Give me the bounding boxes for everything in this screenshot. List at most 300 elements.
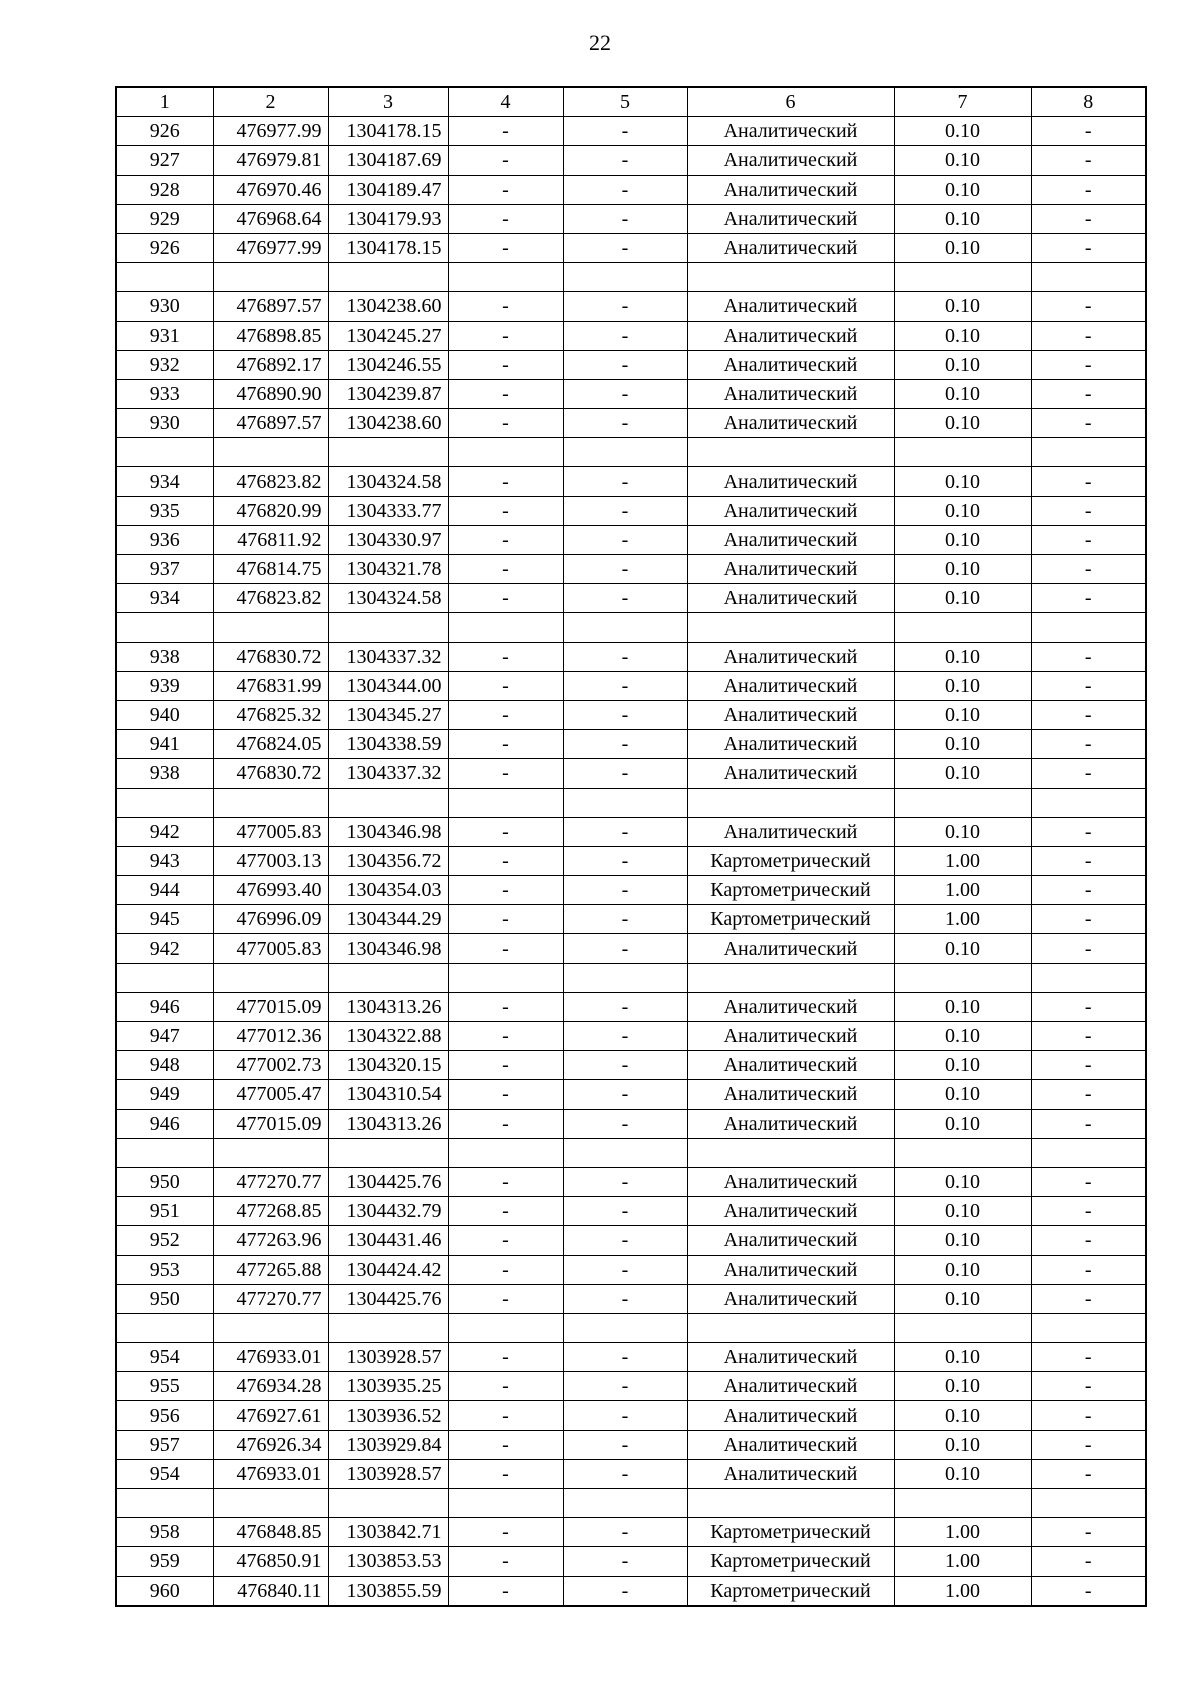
table-cell: - xyxy=(448,700,563,729)
table-cell xyxy=(894,263,1031,292)
table-cell: 928 xyxy=(116,175,213,204)
table-cell: 477015.09 xyxy=(213,992,328,1021)
table-cell xyxy=(213,1489,328,1518)
table-cell: - xyxy=(1031,321,1146,350)
table-cell xyxy=(563,438,687,467)
table-cell: - xyxy=(563,1518,687,1547)
column-header: 7 xyxy=(894,87,1031,117)
table-row xyxy=(116,1109,1146,1138)
table-cell xyxy=(563,613,687,642)
table-cell xyxy=(894,438,1031,467)
table-cell: 1.00 xyxy=(894,1518,1031,1547)
table-cell: Аналитический xyxy=(687,409,894,438)
table-row xyxy=(116,1080,1146,1109)
table-cell: - xyxy=(1031,1080,1146,1109)
table-cell: 927 xyxy=(116,146,213,175)
table-cell: Аналитический xyxy=(687,759,894,788)
table-cell: 951 xyxy=(116,1197,213,1226)
table-row xyxy=(116,1255,1146,1284)
table-cell xyxy=(563,1489,687,1518)
table-cell: 476993.40 xyxy=(213,876,328,905)
table-cell: 957 xyxy=(116,1430,213,1459)
table-cell: 1.00 xyxy=(894,905,1031,934)
table-cell: 476979.81 xyxy=(213,146,328,175)
separator-row xyxy=(116,1138,1146,1167)
table-cell xyxy=(328,1313,448,1342)
table-cell: - xyxy=(448,1197,563,1226)
table-cell: - xyxy=(448,1401,563,1430)
table-cell: - xyxy=(563,1459,687,1488)
table-cell: - xyxy=(1031,934,1146,963)
table-row xyxy=(116,1197,1146,1226)
table-cell: 476823.82 xyxy=(213,584,328,613)
table-cell: - xyxy=(1031,671,1146,700)
table-cell: 0.10 xyxy=(894,467,1031,496)
table-row xyxy=(116,117,1146,146)
table-cell: 477002.73 xyxy=(213,1051,328,1080)
table-cell: 1304238.60 xyxy=(328,292,448,321)
table-cell: 477005.83 xyxy=(213,934,328,963)
table-cell: 936 xyxy=(116,525,213,554)
table-cell: - xyxy=(563,1284,687,1313)
table-cell xyxy=(116,788,213,817)
header-row xyxy=(116,87,1146,117)
table-cell: - xyxy=(448,642,563,671)
table-cell: 1304346.98 xyxy=(328,934,448,963)
table-cell: 1304344.29 xyxy=(328,905,448,934)
table-cell: 1304424.42 xyxy=(328,1255,448,1284)
table-cell: - xyxy=(563,1197,687,1226)
table-row xyxy=(116,671,1146,700)
table-cell: - xyxy=(563,934,687,963)
table-cell: 476823.82 xyxy=(213,467,328,496)
table-cell: 476897.57 xyxy=(213,292,328,321)
table-cell: Аналитический xyxy=(687,321,894,350)
table-cell: 956 xyxy=(116,1401,213,1430)
table-cell: - xyxy=(563,584,687,613)
table-cell: 931 xyxy=(116,321,213,350)
table-cell: 0.10 xyxy=(894,1022,1031,1051)
table-cell: 1.00 xyxy=(894,1547,1031,1576)
table-cell: - xyxy=(563,292,687,321)
table-cell: 1304431.46 xyxy=(328,1226,448,1255)
table-cell: 1303853.53 xyxy=(328,1547,448,1576)
table-cell: - xyxy=(448,467,563,496)
table-cell: - xyxy=(563,1372,687,1401)
table-row xyxy=(116,525,1146,554)
table-row xyxy=(116,146,1146,175)
table-cell: - xyxy=(1031,1109,1146,1138)
table-cell: 0.10 xyxy=(894,321,1031,350)
table-cell: 1303842.71 xyxy=(328,1518,448,1547)
table-cell: - xyxy=(1031,1343,1146,1372)
table-cell: - xyxy=(448,905,563,934)
table-cell: 476848.85 xyxy=(213,1518,328,1547)
table-cell: Аналитический xyxy=(687,700,894,729)
table-cell: Аналитический xyxy=(687,1226,894,1255)
table-cell: 477003.13 xyxy=(213,846,328,875)
separator-row xyxy=(116,1313,1146,1342)
table-cell: 943 xyxy=(116,846,213,875)
table-cell: - xyxy=(448,1255,563,1284)
table-cell: 946 xyxy=(116,992,213,1021)
table-cell: - xyxy=(563,233,687,262)
table-cell: 1304345.27 xyxy=(328,700,448,729)
table-cell: - xyxy=(448,1226,563,1255)
table-cell xyxy=(894,1489,1031,1518)
table-cell: - xyxy=(1031,117,1146,146)
column-header: 2 xyxy=(213,87,328,117)
table-cell: 944 xyxy=(116,876,213,905)
table-cell: - xyxy=(1031,1022,1146,1051)
table-cell: 959 xyxy=(116,1547,213,1576)
table-cell: - xyxy=(563,175,687,204)
table-cell: 476831.99 xyxy=(213,671,328,700)
table-cell: 948 xyxy=(116,1051,213,1080)
table-row xyxy=(116,759,1146,788)
table-cell: - xyxy=(448,730,563,759)
table-cell: 1304179.93 xyxy=(328,204,448,233)
table-cell xyxy=(448,788,563,817)
table-cell: 950 xyxy=(116,1167,213,1196)
table-cell: - xyxy=(563,642,687,671)
table-cell: Аналитический xyxy=(687,292,894,321)
table-cell: 0.10 xyxy=(894,700,1031,729)
table-cell: - xyxy=(448,175,563,204)
column-header: 5 xyxy=(563,87,687,117)
table-cell: 1304313.26 xyxy=(328,992,448,1021)
table-row xyxy=(116,555,1146,584)
table-cell: - xyxy=(1031,584,1146,613)
table-cell: 947 xyxy=(116,1022,213,1051)
table-cell: 1304425.76 xyxy=(328,1167,448,1196)
table-cell: 1304333.77 xyxy=(328,496,448,525)
table-cell: 0.10 xyxy=(894,817,1031,846)
table-cell: 476850.91 xyxy=(213,1547,328,1576)
table-cell: 476890.90 xyxy=(213,379,328,408)
table-row xyxy=(116,292,1146,321)
table-cell: - xyxy=(1031,379,1146,408)
table-cell: - xyxy=(448,671,563,700)
table-cell: 1304324.58 xyxy=(328,467,448,496)
table-cell: 477268.85 xyxy=(213,1197,328,1226)
table-cell xyxy=(1031,438,1146,467)
table-cell: 926 xyxy=(116,233,213,262)
table-cell: Картометрический xyxy=(687,1576,894,1606)
table-row xyxy=(116,321,1146,350)
page-number: 22 xyxy=(589,30,611,55)
table-cell: - xyxy=(448,496,563,525)
table-cell: 477265.88 xyxy=(213,1255,328,1284)
table-cell: 1303928.57 xyxy=(328,1343,448,1372)
table-cell xyxy=(1031,963,1146,992)
table-cell: - xyxy=(563,409,687,438)
table-cell: - xyxy=(1031,1255,1146,1284)
table-cell: - xyxy=(1031,905,1146,934)
table-row xyxy=(116,846,1146,875)
table-cell: - xyxy=(1031,817,1146,846)
column-header: 8 xyxy=(1031,87,1146,117)
table-row xyxy=(116,905,1146,934)
table-cell: - xyxy=(563,1255,687,1284)
table-cell: 477005.47 xyxy=(213,1080,328,1109)
table-cell: - xyxy=(448,350,563,379)
table-body xyxy=(116,117,1146,1606)
table-cell: Аналитический xyxy=(687,1022,894,1051)
table-cell xyxy=(448,1138,563,1167)
table-cell: 476824.05 xyxy=(213,730,328,759)
table-cell: Аналитический xyxy=(687,1255,894,1284)
table-cell: 476897.57 xyxy=(213,409,328,438)
table-cell: 0.10 xyxy=(894,730,1031,759)
table-cell: 0.10 xyxy=(894,1051,1031,1080)
table-cell: 0.10 xyxy=(894,1430,1031,1459)
table-row xyxy=(116,1343,1146,1372)
table-cell: 1304189.47 xyxy=(328,175,448,204)
table-cell: - xyxy=(563,992,687,1021)
table-cell: 1304322.88 xyxy=(328,1022,448,1051)
table-cell: 1304178.15 xyxy=(328,233,448,262)
table-cell: - xyxy=(448,204,563,233)
table-cell: 1304337.32 xyxy=(328,759,448,788)
table-cell: 476898.85 xyxy=(213,321,328,350)
table-cell: 0.10 xyxy=(894,671,1031,700)
table-row xyxy=(116,1022,1146,1051)
table-row xyxy=(116,496,1146,525)
table-cell: 1304320.15 xyxy=(328,1051,448,1080)
table-cell: 0.10 xyxy=(894,1401,1031,1430)
table-cell: - xyxy=(448,1109,563,1138)
table-cell: 0.10 xyxy=(894,759,1031,788)
table-cell: - xyxy=(1031,292,1146,321)
table-cell xyxy=(1031,1138,1146,1167)
table-cell xyxy=(116,1313,213,1342)
table-cell: Аналитический xyxy=(687,817,894,846)
table-cell: - xyxy=(563,876,687,905)
table-cell xyxy=(116,263,213,292)
table-cell: - xyxy=(448,1080,563,1109)
table-cell: 960 xyxy=(116,1576,213,1606)
table-cell: Аналитический xyxy=(687,1430,894,1459)
table-cell: - xyxy=(1031,350,1146,379)
table-cell: - xyxy=(563,525,687,554)
table-cell: 0.10 xyxy=(894,1372,1031,1401)
table-cell: - xyxy=(563,700,687,729)
table-cell: - xyxy=(1031,1547,1146,1576)
table-cell: - xyxy=(1031,730,1146,759)
table-cell: - xyxy=(448,146,563,175)
table-cell xyxy=(563,963,687,992)
table-row xyxy=(116,992,1146,1021)
table-cell: 0.10 xyxy=(894,233,1031,262)
table-cell: - xyxy=(1031,700,1146,729)
table-cell: - xyxy=(1031,496,1146,525)
table-cell: 958 xyxy=(116,1518,213,1547)
table-cell xyxy=(213,613,328,642)
separator-row xyxy=(116,1489,1146,1518)
table-cell: 1304354.03 xyxy=(328,876,448,905)
table-cell: 477012.36 xyxy=(213,1022,328,1051)
table-cell: Аналитический xyxy=(687,233,894,262)
table-row xyxy=(116,1401,1146,1430)
table-cell: Картометрический xyxy=(687,1547,894,1576)
table-cell: 1304324.58 xyxy=(328,584,448,613)
table-cell: 1304338.59 xyxy=(328,730,448,759)
table-cell xyxy=(448,438,563,467)
table-cell: - xyxy=(563,846,687,875)
table-cell: - xyxy=(1031,233,1146,262)
separator-row xyxy=(116,438,1146,467)
table-cell: 949 xyxy=(116,1080,213,1109)
table-cell xyxy=(1031,613,1146,642)
table-row xyxy=(116,642,1146,671)
separator-row xyxy=(116,613,1146,642)
table-cell xyxy=(687,613,894,642)
table-cell: - xyxy=(563,204,687,233)
table-cell: 930 xyxy=(116,409,213,438)
table-cell: - xyxy=(448,817,563,846)
table-cell: 1304187.69 xyxy=(328,146,448,175)
table-cell: Картометрический xyxy=(687,876,894,905)
table-cell: 476892.17 xyxy=(213,350,328,379)
table-cell: - xyxy=(563,1401,687,1430)
table-cell: - xyxy=(1031,1401,1146,1430)
table-cell: 1304239.87 xyxy=(328,379,448,408)
table-row xyxy=(116,175,1146,204)
table-cell: - xyxy=(448,992,563,1021)
table-cell xyxy=(116,963,213,992)
table-cell: 938 xyxy=(116,759,213,788)
table-cell: 476933.01 xyxy=(213,1459,328,1488)
table-cell xyxy=(894,613,1031,642)
table-row xyxy=(116,1518,1146,1547)
table-cell: - xyxy=(1031,876,1146,905)
table-cell xyxy=(213,1313,328,1342)
table-cell: - xyxy=(563,817,687,846)
table-cell xyxy=(687,438,894,467)
table-cell: - xyxy=(448,1547,563,1576)
table-cell: 941 xyxy=(116,730,213,759)
table-cell xyxy=(687,1313,894,1342)
table-cell: 0.10 xyxy=(894,292,1031,321)
table-cell: - xyxy=(563,1430,687,1459)
table-cell xyxy=(1031,263,1146,292)
table-cell: 476933.01 xyxy=(213,1343,328,1372)
table-cell xyxy=(894,788,1031,817)
table-cell: 1303936.52 xyxy=(328,1401,448,1430)
table-cell: 477005.83 xyxy=(213,817,328,846)
table-cell: - xyxy=(448,1051,563,1080)
table-cell: - xyxy=(1031,1518,1146,1547)
table-cell: - xyxy=(563,905,687,934)
table-cell xyxy=(328,438,448,467)
table-cell xyxy=(328,1489,448,1518)
table-cell: - xyxy=(563,555,687,584)
table-row xyxy=(116,730,1146,759)
table-cell xyxy=(563,263,687,292)
table-cell: - xyxy=(448,1430,563,1459)
table-cell: Аналитический xyxy=(687,1459,894,1488)
table-cell xyxy=(448,963,563,992)
table-cell: - xyxy=(563,671,687,700)
table-row xyxy=(116,1372,1146,1401)
table-cell: - xyxy=(563,1343,687,1372)
table-cell: 476977.99 xyxy=(213,117,328,146)
table-cell: 0.10 xyxy=(894,175,1031,204)
table-cell: - xyxy=(448,233,563,262)
table-cell: 0.10 xyxy=(894,584,1031,613)
table-cell: 1304330.97 xyxy=(328,525,448,554)
table-row xyxy=(116,1430,1146,1459)
table-cell xyxy=(1031,1489,1146,1518)
table-cell: 476825.32 xyxy=(213,700,328,729)
table-cell: 1304321.78 xyxy=(328,555,448,584)
table-cell: 0.10 xyxy=(894,204,1031,233)
table-cell: 955 xyxy=(116,1372,213,1401)
table-cell: Аналитический xyxy=(687,525,894,554)
table-cell: Картометрический xyxy=(687,1518,894,1547)
table-cell: - xyxy=(448,409,563,438)
table-cell: - xyxy=(563,1576,687,1606)
table-cell: 0.10 xyxy=(894,1226,1031,1255)
table-cell: 934 xyxy=(116,584,213,613)
table-cell: - xyxy=(1031,1459,1146,1488)
table-cell: - xyxy=(448,934,563,963)
table-cell xyxy=(687,963,894,992)
table-cell: - xyxy=(448,846,563,875)
table-cell: - xyxy=(563,1167,687,1196)
table-cell xyxy=(116,613,213,642)
table-cell: - xyxy=(448,1343,563,1372)
table-cell: - xyxy=(1031,1197,1146,1226)
table-cell: Аналитический xyxy=(687,1167,894,1196)
table-row xyxy=(116,409,1146,438)
table-cell: 0.10 xyxy=(894,934,1031,963)
table-cell: 0.10 xyxy=(894,642,1031,671)
table-cell: 1304344.00 xyxy=(328,671,448,700)
table-cell: 1304246.55 xyxy=(328,350,448,379)
table-cell xyxy=(687,1138,894,1167)
table-cell xyxy=(448,1489,563,1518)
table-cell: 1.00 xyxy=(894,1576,1031,1606)
table-cell: - xyxy=(1031,1430,1146,1459)
table-cell: 0.10 xyxy=(894,1255,1031,1284)
table-cell: 954 xyxy=(116,1459,213,1488)
table-cell: - xyxy=(448,555,563,584)
table-cell xyxy=(687,1489,894,1518)
table-cell: - xyxy=(448,759,563,788)
table-cell: 476996.09 xyxy=(213,905,328,934)
table-cell: 476830.72 xyxy=(213,759,328,788)
table-cell: - xyxy=(1031,409,1146,438)
table-cell xyxy=(328,788,448,817)
table-cell: - xyxy=(563,146,687,175)
table-cell xyxy=(213,788,328,817)
table-cell: - xyxy=(1031,1576,1146,1606)
table-cell: 0.10 xyxy=(894,350,1031,379)
table-cell xyxy=(213,1138,328,1167)
table-cell: - xyxy=(563,321,687,350)
table-row xyxy=(116,1051,1146,1080)
table-cell xyxy=(116,1138,213,1167)
table-cell: Аналитический xyxy=(687,117,894,146)
table-cell: Аналитический xyxy=(687,496,894,525)
table-cell: Аналитический xyxy=(687,1401,894,1430)
table-cell xyxy=(563,1138,687,1167)
table-cell: 476934.28 xyxy=(213,1372,328,1401)
table-cell: - xyxy=(448,1459,563,1488)
table-cell: 0.10 xyxy=(894,1459,1031,1488)
